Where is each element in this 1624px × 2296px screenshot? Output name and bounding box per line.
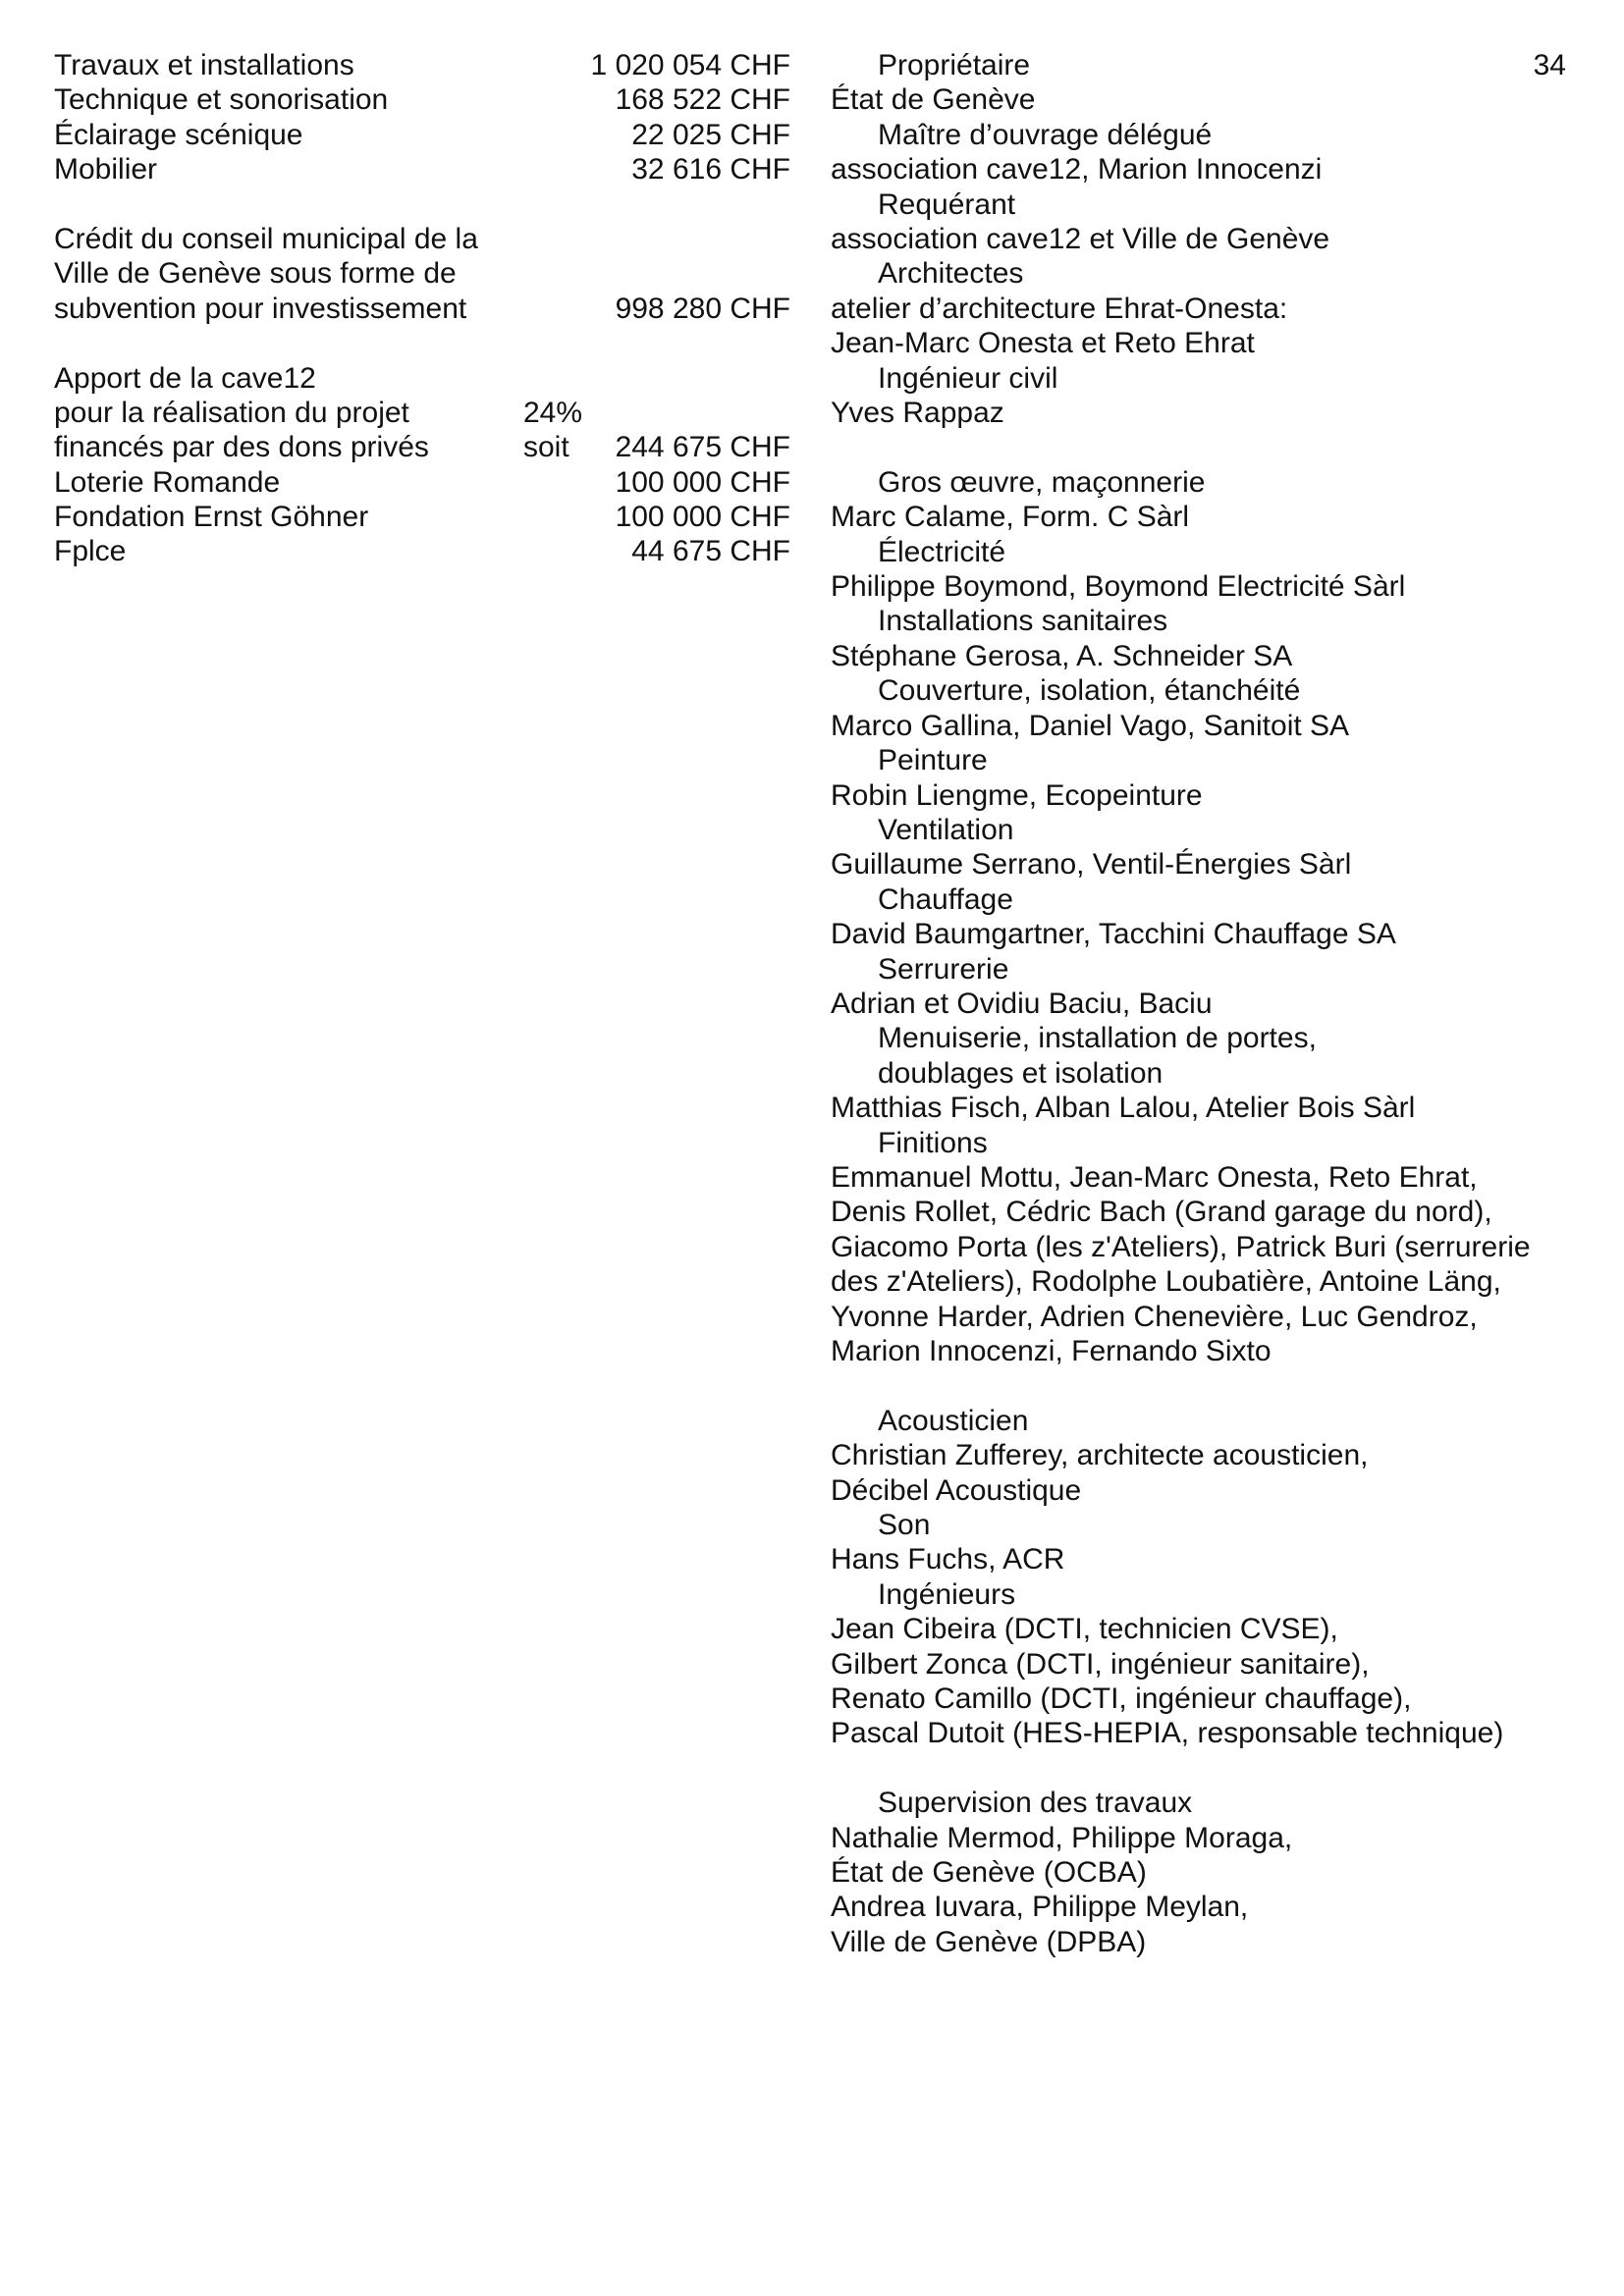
credit-entry xyxy=(831,465,1557,535)
credit-names: Jean-Marc Onesta et Reto Ehrat xyxy=(831,327,1255,360)
credit-entry xyxy=(831,743,1557,813)
credit-role: Architectes xyxy=(878,257,1024,291)
credit-entry xyxy=(831,952,1557,1022)
funding-label: subvention pour investissement xyxy=(54,292,467,325)
funding-label: Fplce xyxy=(54,535,127,568)
credit-entry xyxy=(831,256,1557,360)
funding-label: Apport de la cave12 xyxy=(54,361,316,395)
credit-names: Emmanuel Mottu, Jean-Marc Onesta, Reto Ehrat, xyxy=(831,1160,1478,1194)
funding-row xyxy=(54,222,790,256)
credit-role: Propriétaire xyxy=(878,49,1031,81)
credit-names: Marion Innocenzi, Fernando Sixto xyxy=(831,1335,1272,1368)
credit-names: Stéphane Gerosa, A. Schneider SA xyxy=(831,639,1293,672)
credit-names: Ville de Genève (DPBA) xyxy=(831,1925,1147,1958)
credits-list xyxy=(831,48,1557,1959)
funding-label: Technique et sonorisation xyxy=(54,83,389,117)
credits-spacer xyxy=(831,1368,1557,1403)
credit-names: des z'Ateliers), Rodolphe Loubatière, Antoine Läng, xyxy=(831,1265,1501,1299)
credit-entry xyxy=(831,48,1557,118)
funding-amount: 100 000 CHF xyxy=(615,501,790,534)
funding-row xyxy=(54,500,790,534)
funding-table xyxy=(54,48,790,569)
funding-row xyxy=(54,152,790,187)
funding-label: Éclairage scénique xyxy=(54,118,303,151)
credit-role: Ingénieurs xyxy=(878,1577,1016,1611)
credit-role: Ventilation xyxy=(878,813,1014,846)
credit-entry xyxy=(831,118,1557,187)
credit-names: Hans Fuchs, ACR xyxy=(831,1543,1065,1576)
credit-entry xyxy=(831,604,1557,673)
credit-role: Gros œuvre, maçonnerie xyxy=(878,465,1206,499)
credit-names: Matthias Fisch, Alban Lalou, Atelier Bois Sàrl xyxy=(831,1092,1416,1125)
credit-names: association cave12, Marion Innocenzi xyxy=(831,153,1323,187)
credit-names: Adrian et Ovidiu Baciu, Baciu xyxy=(831,987,1213,1020)
credits-spacer xyxy=(831,430,1557,464)
credit-role: Installations sanitaires xyxy=(878,605,1168,638)
credit-entry xyxy=(831,673,1557,743)
funding-row xyxy=(54,465,790,500)
credit-names: Denis Rollet, Cédric Bach (Grand garage du nord), xyxy=(831,1196,1492,1229)
credit-names: Pascal Dutoit (HES-HEPIA, responsable technique) xyxy=(831,1717,1504,1750)
funding-row xyxy=(54,48,790,82)
funding-label: Mobilier xyxy=(54,153,158,187)
credit-names: Gilbert Zonca (DCTI, ingénieur sanitaire), xyxy=(831,1647,1370,1681)
funding-label: financés par des dons privés xyxy=(54,431,429,464)
funding-row xyxy=(54,396,790,430)
credit-names: Christian Zufferey, architecte acousticien, xyxy=(831,1439,1369,1472)
credit-entry xyxy=(831,535,1557,605)
credit-entry xyxy=(831,1021,1557,1125)
credit-names: Guillaume Serrano, Ventil-Énergies Sàrl xyxy=(831,848,1352,881)
credit-role: Serrurerie xyxy=(878,952,1009,986)
funding-amount: 100 000 CHF xyxy=(615,465,790,499)
credit-names: Andrea Iuvara, Philippe Meylan, xyxy=(831,1891,1249,1924)
credit-names: Décibel Acoustique xyxy=(831,1473,1082,1507)
credit-names: État de Genève xyxy=(831,83,1036,117)
funding-label: pour la réalisation du projet xyxy=(54,396,409,429)
credit-names: Jean Cibeira (DCTI, technicien CVSE), xyxy=(831,1613,1338,1646)
funding-label: Travaux et installations xyxy=(54,49,354,81)
funding-percent: soit xyxy=(523,431,569,464)
credit-role: Chauffage xyxy=(878,882,1013,916)
credit-names: Giacomo Porta (les z'Ateliers), Patrick Buri (serrurerie xyxy=(831,1230,1531,1263)
funding-label: Loterie Romande xyxy=(54,465,281,499)
credit-entry xyxy=(831,1508,1557,1577)
credit-names: association cave12 et Ville de Genève xyxy=(831,223,1330,256)
credit-names: Marco Gallina, Daniel Vago, Sanitoit SA xyxy=(831,709,1350,742)
funding-label: Fondation Ernst Göhner xyxy=(54,501,369,534)
funding-amount: 1 020 054 CHF xyxy=(590,49,790,81)
funding-row xyxy=(54,361,790,396)
credit-role: Son xyxy=(878,1509,931,1542)
funding-spacer xyxy=(54,187,790,222)
credit-names: Yvonne Harder, Adrien Chenevière, Luc Gendroz, xyxy=(831,1300,1478,1333)
credit-role: Finitions xyxy=(878,1126,988,1159)
credit-role: Supervision des travaux xyxy=(878,1787,1193,1820)
funding-label: Crédit du conseil municipal de la xyxy=(54,222,478,255)
credit-entry xyxy=(831,1404,1557,1508)
page-number: 34 xyxy=(1533,49,1566,81)
funding-spacer xyxy=(54,326,790,360)
funding-row xyxy=(54,292,790,326)
funding-percent: 24% xyxy=(523,396,583,429)
credit-names: Marc Calame, Form. C Sàrl xyxy=(831,501,1190,534)
funding-amount: 998 280 CHF xyxy=(615,292,790,325)
funding-row xyxy=(54,118,790,152)
credit-entry xyxy=(831,187,1557,257)
credit-role: Peinture xyxy=(878,744,988,777)
credit-names: Renato Camillo (DCTI, ingénieur chauffage), xyxy=(831,1682,1412,1716)
credit-role: Couverture, isolation, étanchéité xyxy=(878,674,1301,708)
credit-role: Ingénieur civil xyxy=(878,361,1058,395)
credit-names: Nathalie Mermod, Philippe Moraga, xyxy=(831,1821,1293,1854)
credit-names: État de Genève (OCBA) xyxy=(831,1856,1147,1890)
credit-names: Philippe Boymond, Boymond Electricité Sàrl xyxy=(831,570,1406,604)
credit-entry xyxy=(831,1577,1557,1751)
credit-entry xyxy=(831,882,1557,952)
credit-role: doublages et isolation xyxy=(878,1056,1164,1090)
credit-entry xyxy=(831,813,1557,882)
funding-row xyxy=(54,430,790,464)
funding-amount: 32 616 CHF xyxy=(631,153,790,187)
credits-spacer xyxy=(831,1751,1557,1786)
credit-role: Acousticien xyxy=(878,1404,1029,1437)
funding-row xyxy=(54,256,790,291)
funding-amount: 244 675 CHF xyxy=(615,431,790,464)
funding-amount: 44 675 CHF xyxy=(631,535,790,568)
credit-role: Menuiserie, installation de portes, xyxy=(878,1022,1317,1055)
credit-entry xyxy=(831,1126,1557,1369)
credit-entry xyxy=(831,1786,1557,1959)
credit-names: atelier d’architecture Ehrat-Onesta: xyxy=(831,292,1288,325)
credit-names: David Baumgartner, Tacchini Chauffage SA xyxy=(831,918,1396,951)
funding-amount: 168 522 CHF xyxy=(615,83,790,117)
credit-names: Yves Rappaz xyxy=(831,397,1004,430)
funding-label: Ville de Genève sous forme de xyxy=(54,257,457,291)
credit-names: Robin Liengme, Ecopeinture xyxy=(831,778,1203,812)
credit-role: Requérant xyxy=(878,187,1016,221)
funding-row xyxy=(54,82,790,117)
credit-entry xyxy=(831,361,1557,431)
funding-amount: 22 025 CHF xyxy=(631,118,790,151)
funding-row xyxy=(54,534,790,568)
credit-role: Électricité xyxy=(878,535,1006,568)
credit-role: Maître d’ouvrage délégué xyxy=(878,118,1213,151)
